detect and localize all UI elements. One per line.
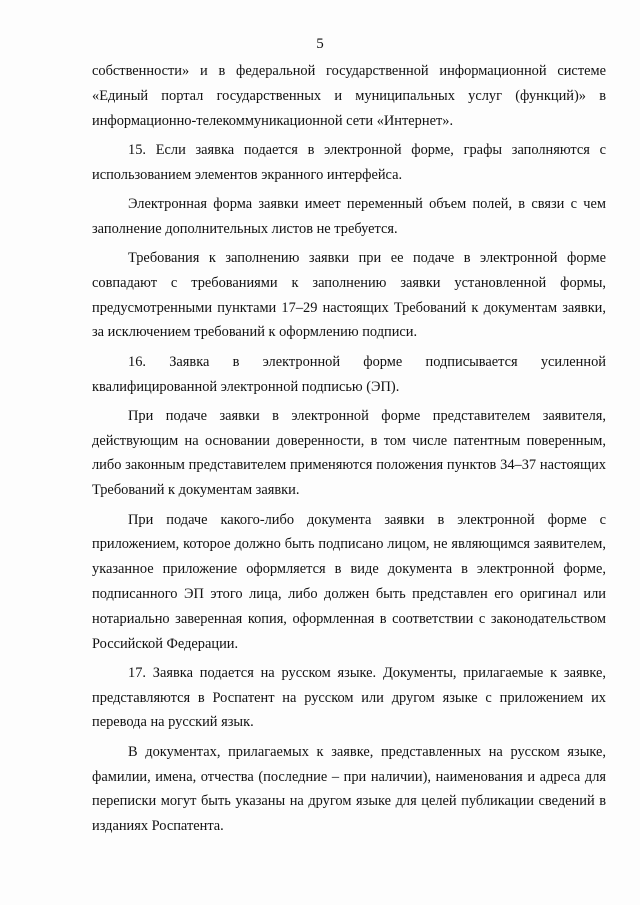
paragraph-item-17: 17. Заявка подается на русском языке. Документы, прилагаемые к заявке, представляются в Роспатент на русском или другом языке с приложением их перевода на русский язык. [92, 664, 606, 731]
paragraph-attachment: При подаче какого-либо документа заявки в электронной форме с приложением, которое должно быть подписано лицом, не являющимся заявителем, указанное приложение оформляется в виде документа в электронной форме, подписанного ЭП этого лица, либо должен быть представлен его оригинал или нотариально заверенная копия, оформленная в соответствии с законодательством Российской Федерации. [92, 511, 606, 652]
paragraph-electronic-form: Электронная форма заявки имеет переменный объем полей, в связи с чем заполнение дополнительных листов не требуется. [92, 195, 606, 237]
paragraph-continuation: собственности» и в федеральной государственной информационной системе «Единый портал государственных и муниципальных услуг (функций)» в информационно-телекоммуникационной сети «Интернет». [92, 63, 606, 129]
paragraph-other-language: В документах, прилагаемых к заявке, представленных на русском языке, фамилии, имена, отчества (последние – при наличии), наименования и адреса для переписки могут быть указаны на другом языке для целей публикации сведений в изданиях Роспатента. [92, 743, 606, 835]
paragraph-item-15: 15. Если заявка подается в электронной форме, графы заполняются с использованием элементов экранного интерфейса. [92, 141, 606, 183]
paragraph-fill-requirements: Требования к заполнению заявки при ее подаче в электронной форме совпадают с требованиями к заполнению заявки установленной формы, предусмотренными пунктами 17–29 настоящих Требований к документам заявки, за исключением требований к оформлению подписи. [92, 250, 606, 341]
paragraph-item-16: 16. Заявка в электронной форме подписывается усиленной квалифицированной электронной подписью (ЭП). [92, 353, 606, 395]
page-number: 5 [316, 36, 324, 52]
paragraph-representative: При подаче заявки в электронной форме представителем заявителя, действующим на основании доверенности, в том числе патентным поверенным, либо законным представителем применяются положения пунктов 34–37 настоящих Требований к документам заявки. [92, 407, 606, 499]
document-body [92, 59, 606, 843]
